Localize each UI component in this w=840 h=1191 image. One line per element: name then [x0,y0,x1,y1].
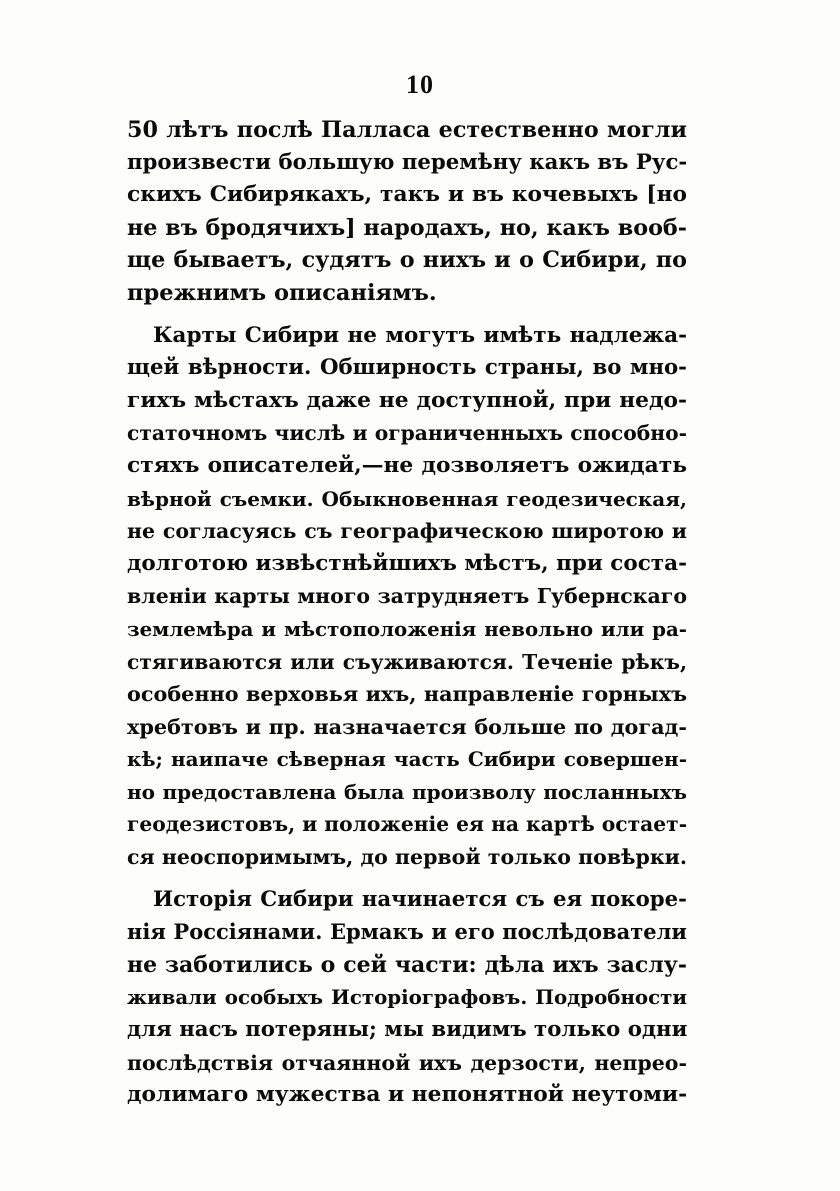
text-line: ся неоспоримымъ, до первой только повѣрки. [127,845,687,870]
text-line: землемѣра и мѣстоположенія невольно или ра- [127,616,687,641]
text-line: ще бываетъ, судятъ о нихъ и о Сибири, по [127,247,687,274]
text-line: гихъ мѣстахъ даже не доступной, при недо- [127,387,687,413]
text-line: но предоставлена была произволу посланныхъ [127,779,687,804]
text-line: Карты Сибири не могутъ имѣть надлежа- [153,322,687,348]
text-line: 50 лѣтъ послѣ Палласа естественно могли [127,117,687,143]
text-line: не согласуясь съ географическою широтою и [127,519,687,544]
text-line: вѣрной съемки. Обыкновенная геодезическая, [127,486,687,511]
text-line: скихъ Сибирякахъ, такъ и въ кочевыхъ [но [127,182,687,208]
text-line: послѣдствія отчаянной ихъ дерзости, непрео- [127,1050,687,1075]
text-line: кѣ; наипаче сѣверная часть Сибири совершен- [127,747,687,772]
text-line: стяхъ описателей,—не дозволяетъ ожидать [127,452,687,478]
text-line: прежнимъ описаніямъ. [127,279,437,306]
text-line: особенно верховья ихъ, направленіе горныхъ [127,682,687,707]
text-line: долимаго мужества и непонятной неутоми- [127,1082,688,1108]
paragraph-1 [127,114,687,310]
text-line: щей вѣрности. Обширность страны, во мно- [127,355,687,381]
paragraph-3 [127,884,687,1112]
text-line: долготою извѣстнѣйшихъ мѣстъ, при соста- [127,550,687,576]
text-line: стягиваются или съуживаются. Теченіе рѣкъ, [127,649,687,674]
text-line: вленіи карты много затрудняетъ Губернскаго [127,584,687,609]
body-text [127,114,687,1122]
text-line: геодезистовъ, и положеніе ея на картѣ остает- [127,812,688,837]
text-line: живали особыхъ Исторіографовъ. Подробности [127,985,687,1010]
text-line: статочномъ числѣ и ограниченныхъ способно- [127,421,687,446]
text-line: произвести большую перемѣну какъ въ Рус- [127,149,688,175]
text-line: не заботились о сей части: дѣла ихъ заслу- [127,951,687,978]
paragraph-2 [127,320,687,874]
text-line: не въ бродячихъ] народахъ, но, какъ вооб- [127,214,687,241]
page-number: 10 [406,70,434,99]
text-line: для насъ потеряны; мы видимъ только одни [127,1017,688,1043]
text-line: Исторія Сибири начинается съ ея покоре- [153,886,687,912]
text-line: нія Россіянами. Ермакъ и его послѣдователи [127,919,687,945]
text-line: хребтовъ и пр. назначается больше по догад- [127,714,687,739]
